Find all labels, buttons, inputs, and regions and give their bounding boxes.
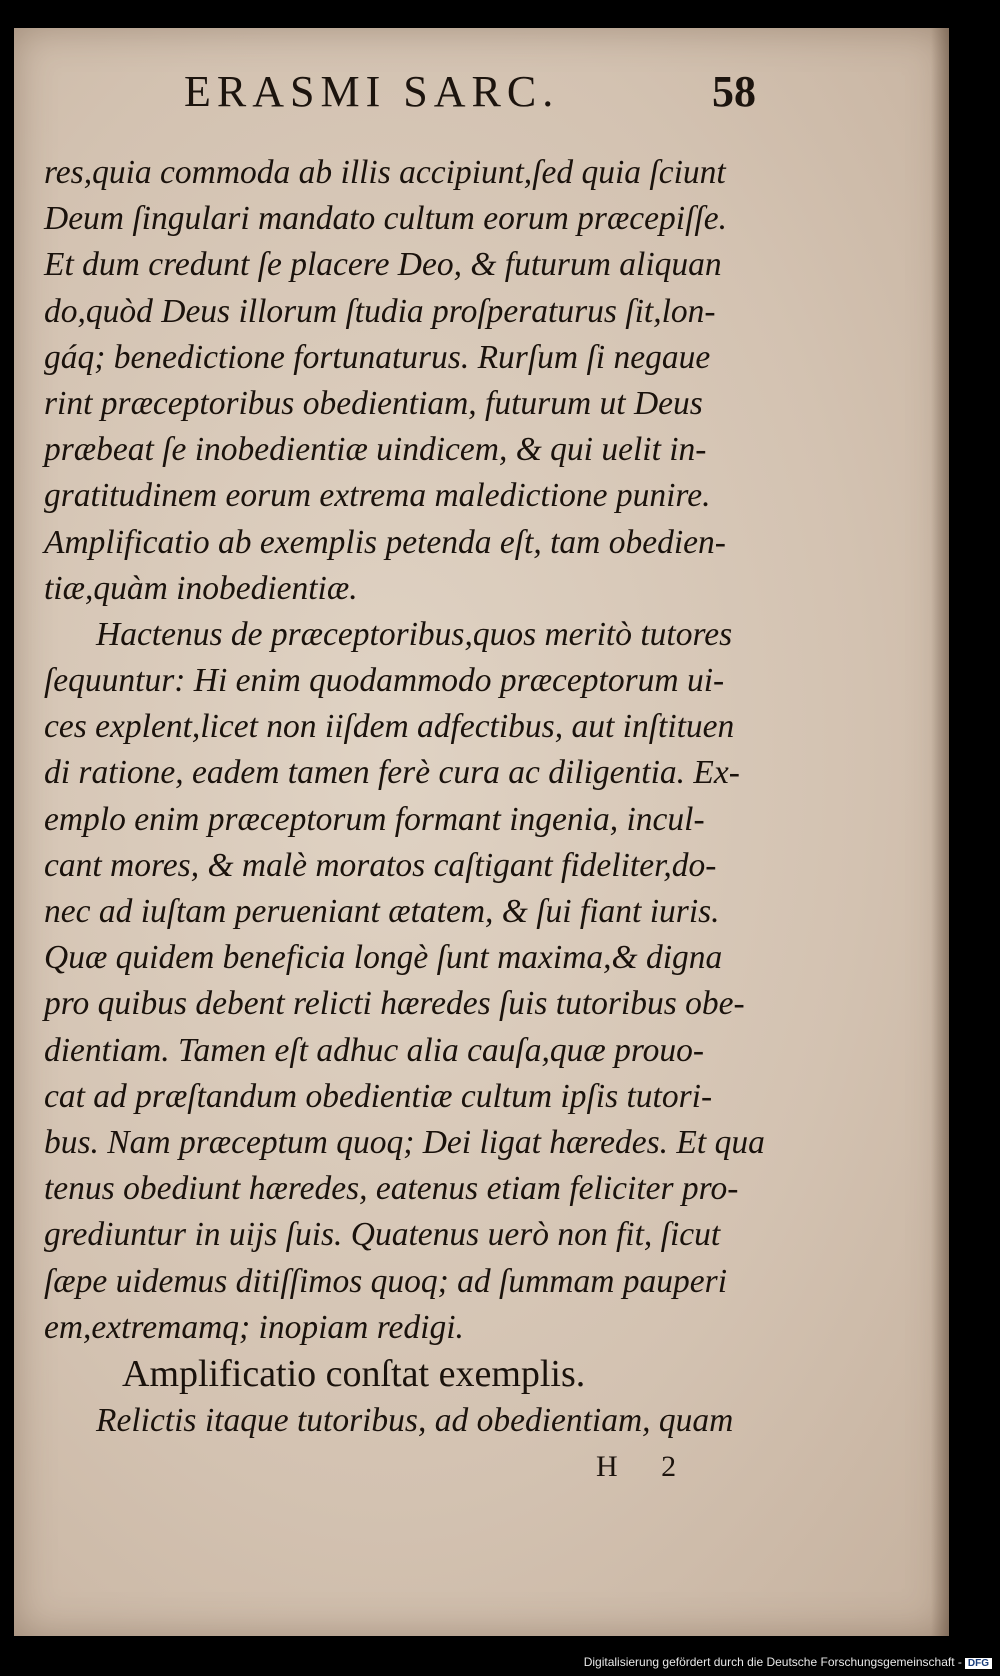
text-line: grediuntur in uijs ſuis. Quatenus uerò non fit, ſicut bbox=[44, 1216, 721, 1254]
section-heading: Amplificatio conſtat exemplis. bbox=[122, 1352, 586, 1395]
text-line: cant mores, & malè moratos caſtigant fideliter,do- bbox=[44, 846, 717, 884]
text-line: pro quibus debent relicti hæredes ſuis tutoribus obe- bbox=[44, 985, 745, 1023]
text-line: tiæ,quàm inobedientiæ. bbox=[44, 569, 358, 607]
page-number: 58 bbox=[712, 67, 756, 116]
text-line: gratitudinem eorum extrema maledictione punire. bbox=[44, 477, 711, 515]
book-page bbox=[14, 28, 949, 1636]
dfg-logo: DFG bbox=[965, 1658, 992, 1669]
text-line: di ratione, eadem tamen ferè cura ac diligentia. Ex- bbox=[44, 754, 740, 792]
text-line: Amplificatio ab exemplis petenda eſt, tam obedien- bbox=[44, 523, 726, 561]
running-title: ERASMI SARC. bbox=[184, 67, 560, 116]
text-line: emplo enim præceptorum formant ingenia, incul- bbox=[44, 800, 705, 838]
text-line: em,extremamq; inopiam redigi. bbox=[44, 1308, 464, 1346]
text-line: res,quia commoda ab illis accipiunt,ſed quia ſciunt bbox=[44, 154, 726, 191]
text-line: ſæpe uidemus ditiſſimos quoq; ad ſummam pauperi bbox=[44, 1262, 728, 1300]
page-edge-shadow bbox=[931, 28, 949, 1636]
text-line: do,quòd Deus illorum ſtudia proſperaturus ſit,lon- bbox=[44, 292, 716, 330]
body-text bbox=[44, 150, 799, 1444]
text-line: Et dum credunt ſe placere Deo, & futurum aliquan bbox=[44, 246, 722, 284]
text-line: cat ad præſtandum obedientiæ cultum ipſis tutori- bbox=[44, 1077, 713, 1115]
text-line: Quæ quidem beneficia longè ſunt maxima,& digna bbox=[44, 939, 723, 977]
text-line: Hactenus de præceptoribus,quos meritò tutores bbox=[96, 615, 733, 653]
credit-text: Digitalisierung gefördert durch die Deutsche Forschungsgemeinschaft - bbox=[583, 1655, 962, 1669]
text-line: ces explent,licet non iiſdem adfectibus, aut inſtituen bbox=[44, 708, 735, 746]
text-line: rint præceptoribus obedientiam, futurum ut Deus bbox=[44, 384, 703, 422]
text-line: bus. Nam præceptum quoq; Dei ligat hæredes. Et qua bbox=[44, 1123, 765, 1161]
text-line: præbeat ſe inobedientiæ uindicem, & qui uelit in- bbox=[44, 431, 707, 469]
text-line: Deum ſingulari mandato cultum eorum præcepiſſe. bbox=[44, 200, 727, 238]
text-line: gáq; benedictione fortunaturus. Rurſum ſi negaue bbox=[44, 338, 711, 376]
text-line: ſequuntur: Hi enim quodammodo præceptorum ui- bbox=[44, 662, 725, 700]
text-line: dientiam. Tamen eſt adhuc alia cauſa,quæ prouo- bbox=[44, 1031, 705, 1069]
running-head bbox=[14, 66, 949, 126]
text-line: tenus obediunt hæredes, eatenus etiam feliciter pro- bbox=[44, 1170, 739, 1208]
text-line: Relictis itaque tutoribus, ad obedientiam, quam bbox=[96, 1401, 734, 1439]
digitization-credit bbox=[584, 1655, 992, 1669]
signature-mark: H 2 bbox=[596, 1450, 695, 1483]
text-line: nec ad iuſtam perueniant ætatem, & ſui fiant iuris. bbox=[44, 893, 720, 930]
